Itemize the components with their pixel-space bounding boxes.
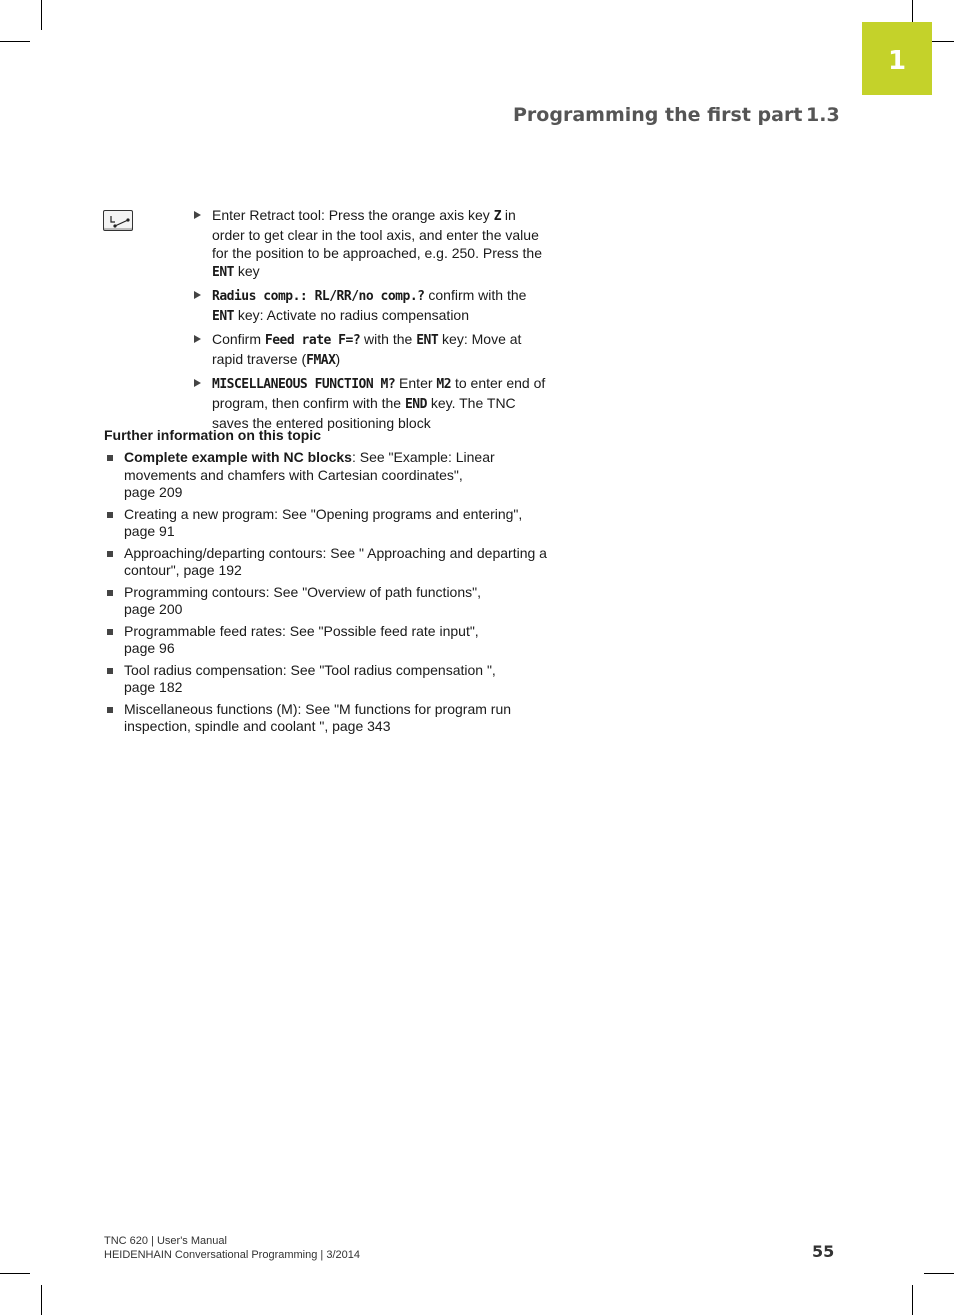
- chapter-number: 1: [887, 45, 907, 76]
- bullet-square-icon: [107, 668, 113, 674]
- bullet-square-icon: [107, 629, 113, 635]
- dialog-prompt: Feed rate F=?: [264, 333, 361, 348]
- bullet-square-icon: [107, 512, 113, 518]
- key-label: ENT: [416, 333, 439, 348]
- further-info-list: [104, 449, 549, 740]
- step-item: Radius comp.: RL/RR/no comp.? confirm with the ENT key: Activate no radius compensation: [192, 286, 552, 326]
- dialog-prompt: MISCELLANEOUS FUNCTION M?: [212, 377, 396, 392]
- bullet-square-icon: [107, 455, 113, 461]
- step-arrow-icon: [194, 335, 201, 343]
- footer-line: HEIDENHAIN Conversational Programming | 3/2014: [104, 1249, 360, 1261]
- running-head-section: 1.3: [806, 104, 840, 126]
- key-label: Z: [493, 209, 502, 224]
- page-number: 55: [812, 1242, 835, 1261]
- bullet-square-icon: [107, 590, 113, 596]
- dialog-prompt: Radius comp.: RL/RR/no comp.?: [212, 289, 425, 304]
- instruction-steps: [192, 206, 552, 436]
- crop-mark: [0, 1273, 30, 1274]
- list-item: Programmable feed rates: See "Possible feed rate input", page 96: [104, 623, 549, 658]
- key-label: ENT: [212, 309, 234, 324]
- key-label: M2: [436, 377, 452, 392]
- key-label: ENT: [212, 265, 234, 280]
- chapter-tab: [862, 22, 932, 95]
- step-arrow-icon: [194, 291, 201, 299]
- step-item: Confirm Feed rate F=? with the ENT key: Move at rapid traverse (FMAX): [192, 330, 552, 370]
- crop-mark: [41, 1285, 42, 1315]
- step-arrow-icon: [194, 211, 201, 219]
- crop-mark: [912, 1285, 913, 1315]
- key-label: FMAX: [306, 353, 336, 368]
- further-info-heading: Further information on this topic: [104, 427, 321, 443]
- bullet-square-icon: [107, 707, 113, 713]
- crop-mark: [0, 41, 30, 42]
- straight-line-key-icon: [103, 210, 133, 231]
- running-head: [513, 104, 840, 130]
- footer-line: TNC 620 | User's Manual: [104, 1235, 227, 1247]
- footer: [104, 1234, 360, 1262]
- list-item: Creating a new program: See "Opening programs and entering", page 91: [104, 506, 549, 541]
- list-item: Tool radius compensation: See "Tool radius compensation ", page 182: [104, 662, 549, 697]
- list-item: Complete example with NC blocks: See "Example: Linear movements and chamfers with Cartesian coordinates", page 209: [104, 449, 549, 502]
- step-item: Enter Retract tool: Press the orange axis key Z in order to get clear in the tool axis, and enter the value for the position to be approached, e.g. 250. Press the ENT key: [192, 206, 552, 282]
- list-item: Programming contours: See "Overview of path functions", page 200: [104, 584, 549, 619]
- list-item: Approaching/departing contours: See " Approaching and departing a contour", page 192: [104, 545, 549, 580]
- crop-mark: [924, 1273, 954, 1274]
- list-item: Miscellaneous functions (M): See "M functions for program run inspection, spindle and coolant ", page 343: [104, 701, 549, 736]
- running-head-title: Programming the first part: [513, 104, 803, 126]
- crop-mark: [41, 0, 42, 30]
- step-item: MISCELLANEOUS FUNCTION M? Enter M2 to enter end of program, then confirm with the END key. The TNC saves the entered positioning block: [192, 374, 552, 432]
- key-label: END: [404, 397, 427, 412]
- bullet-square-icon: [107, 551, 113, 557]
- step-arrow-icon: [194, 379, 201, 387]
